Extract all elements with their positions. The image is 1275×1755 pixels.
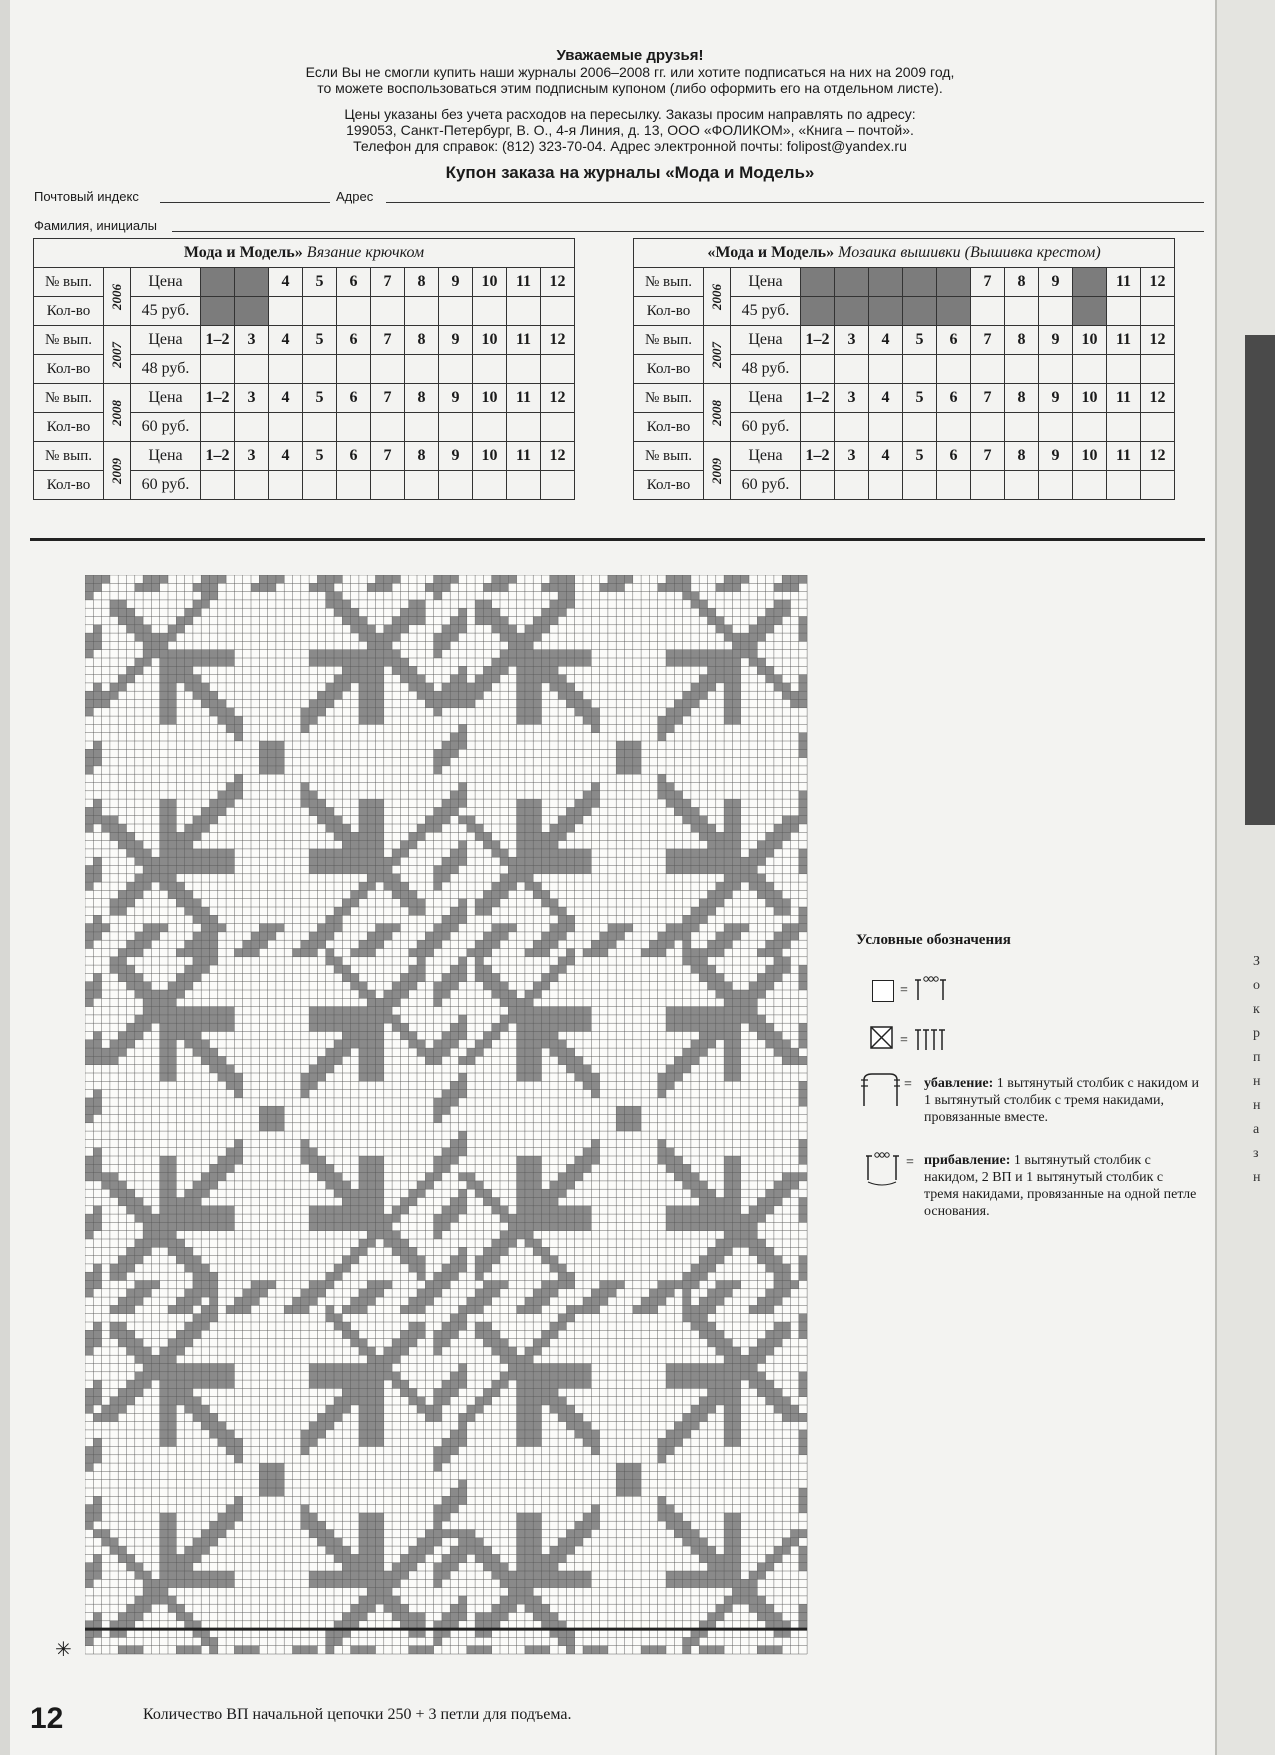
quantity-input-cell[interactable] [1005,355,1039,384]
issue-number: 11 [507,326,541,355]
quantity-row-label: Кол-во [34,471,104,500]
svg-text:=: = [900,1033,908,1048]
issue-row-label: № вып. [34,268,104,297]
notice-heading: Уважаемые друзья! [556,47,704,64]
issue-number: 4 [869,326,903,355]
issue-number: 5 [303,384,337,413]
quantity-input-cell[interactable] [201,413,235,442]
quantity-input-cell[interactable] [1141,297,1175,326]
issue-number: 12 [1141,442,1175,471]
quantity-input-cell[interactable] [1073,413,1107,442]
year-label [104,384,131,442]
increase-description [924,1152,1199,1220]
quantity-row-label: Кол-во [634,355,704,384]
year-text: 2006 [109,283,124,310]
issue-number: 8 [405,384,439,413]
issue-number: 6 [337,384,371,413]
issue-number: 7 [971,326,1005,355]
quantity-input-cell[interactable] [405,471,439,500]
name-label: Фамилия, инициалы [34,218,157,233]
issue-number: 1–2 [201,442,235,471]
issue-number: 1–2 [801,442,835,471]
issue-number: 3 [235,442,269,471]
decrease-symbol-icon [860,1072,920,1108]
quantity-input-cell[interactable] [405,413,439,442]
quantity-input-cell[interactable] [201,471,235,500]
quantity-input-cell[interactable] [1005,471,1039,500]
unavailable-cell [801,297,835,326]
quantity-input-cell[interactable] [971,413,1005,442]
issue-number: 7 [971,442,1005,471]
quantity-input-cell[interactable] [405,355,439,384]
filled-mesh-symbol [870,1026,894,1050]
price-value: 45 руб. [731,297,801,326]
quantity-input-cell[interactable] [869,471,903,500]
table-heading [34,239,575,268]
issue-number: 7 [371,326,405,355]
issue-number: 6 [937,326,971,355]
unavailable-cell [235,268,269,297]
issue-number: 5 [903,442,937,471]
quantity-input-cell[interactable] [269,471,303,500]
issue-number: 5 [303,268,337,297]
unavailable-cell [937,268,971,297]
decrease-description [924,1075,1199,1126]
issue-number: 8 [1005,326,1039,355]
year-label [704,384,731,442]
quantity-input-cell[interactable] [439,413,473,442]
issue-number: 9 [439,384,473,413]
issue-number: 11 [1107,384,1141,413]
quantity-input-cell[interactable] [1005,413,1039,442]
quantity-input-cell[interactable] [1039,355,1073,384]
adjacent-page-edge [1215,0,1275,1755]
issue-number: 10 [473,268,507,297]
issue-number: 6 [937,442,971,471]
quantity-input-cell[interactable] [303,297,337,326]
quantity-input-cell[interactable] [303,413,337,442]
quantity-input-cell[interactable] [971,355,1005,384]
quantity-input-cell[interactable] [235,471,269,500]
issue-number: 10 [1073,442,1107,471]
quantity-input-cell[interactable] [507,413,541,442]
issue-number: 4 [269,442,303,471]
quantity-row-label: Кол-во [34,413,104,442]
issue-number: 1–2 [801,384,835,413]
quantity-input-cell[interactable] [937,355,971,384]
issue-number: 8 [405,442,439,471]
notice-line: Телефон для справок: (812) 323-70-04. Адрес электронной почты: folipost@yandex.ru [353,138,907,154]
price-label: Цена [731,326,801,355]
svg-text:=: = [904,1077,912,1092]
quantity-input-cell[interactable] [371,297,405,326]
issue-number: 4 [269,384,303,413]
price-label: Цена [731,384,801,413]
issue-number: 7 [371,442,405,471]
unavailable-cell [903,268,937,297]
issue-number: 9 [1039,384,1073,413]
quantity-input-cell[interactable] [235,355,269,384]
start-star-icon: ✳ [55,1639,72,1661]
coupon-title: Купон заказа на журналы «Мода и Модель» [445,163,815,182]
issue-number: 11 [507,268,541,297]
year-text: 2008 [109,399,124,426]
price-value: 60 руб. [131,413,201,442]
price-value: 45 руб. [131,297,201,326]
issue-number: 7 [371,268,405,297]
quantity-input-cell[interactable] [1039,413,1073,442]
quantity-input-cell[interactable] [439,297,473,326]
quantity-row-label: Кол-во [634,413,704,442]
issue-number: 4 [269,326,303,355]
price-value: 60 руб. [131,471,201,500]
quantity-input-cell[interactable] [507,355,541,384]
issue-number: 5 [303,326,337,355]
quantity-input-cell[interactable] [971,471,1005,500]
postal-index-field[interactable] [160,202,330,203]
section-divider [30,538,1205,541]
issue-number: 6 [337,326,371,355]
quantity-input-cell[interactable] [835,471,869,500]
quantity-input-cell[interactable] [869,413,903,442]
quantity-input-cell[interactable] [835,413,869,442]
svg-text:=: = [906,1155,914,1170]
unavailable-cell [801,268,835,297]
quantity-input-cell[interactable] [337,355,371,384]
svg-text:=: = [900,983,908,998]
issue-number: 5 [303,442,337,471]
quantity-input-cell[interactable] [541,355,575,384]
issue-number: 11 [1107,268,1141,297]
quantity-input-cell[interactable] [1005,297,1039,326]
quantity-input-cell[interactable] [405,297,439,326]
filled-mesh-stitch-icon [898,1024,958,1054]
address-field[interactable] [386,202,1204,203]
issue-number: 3 [835,384,869,413]
open-mesh-stitch-icon [898,974,958,1004]
issue-number: 3 [235,326,269,355]
unavailable-cell [201,268,235,297]
quantity-input-cell[interactable] [801,355,835,384]
issue-row-label: № вып. [34,384,104,413]
issue-number: 5 [903,384,937,413]
issue-number: 9 [1039,442,1073,471]
postal-index-label: Почтовый индекс [34,189,139,204]
issue-number: 6 [937,384,971,413]
quantity-input-cell[interactable] [269,413,303,442]
increase-text: 1 вытянутый столбик с накидом, 2 ВП и 1 вытянутый столбик с тремя накидами, провязанные на одной петле основания. [924,1153,1197,1219]
price-label: Цена [131,268,201,297]
year-label [704,268,731,326]
issue-row-label: № вып. [634,442,704,471]
address-label: Адрес [336,189,374,204]
quantity-input-cell[interactable] [1107,413,1141,442]
issue-number: 1–2 [201,326,235,355]
quantity-input-cell[interactable] [473,297,507,326]
issue-number: 7 [971,384,1005,413]
year-label [704,442,731,500]
issue-number: 9 [1039,268,1073,297]
unavailable-cell [1073,297,1107,326]
notice-line: Если Вы не смогли купить наши журналы 2006–2008 гг. или хотите подписаться на них на 2009 год, [305,64,955,80]
issue-number: 10 [473,442,507,471]
quantity-input-cell[interactable] [337,297,371,326]
quantity-input-cell[interactable] [371,413,405,442]
issue-row-label: № вып. [34,326,104,355]
issue-number: 12 [541,326,575,355]
issue-number: 12 [1141,268,1175,297]
increase-term: прибавление: [924,1153,1011,1168]
issue-number: 12 [541,268,575,297]
quantity-input-cell[interactable] [541,413,575,442]
issue-number: 7 [371,384,405,413]
issue-number: 9 [439,268,473,297]
quantity-input-cell[interactable] [903,471,937,500]
issue-row-label: № вып. [634,268,704,297]
quantity-input-cell[interactable] [507,297,541,326]
unavailable-cell [937,297,971,326]
quantity-input-cell[interactable] [371,355,405,384]
issue-number: 12 [541,384,575,413]
year-label [104,326,131,384]
quantity-input-cell[interactable] [1141,471,1175,500]
quantity-input-cell[interactable] [337,413,371,442]
unavailable-cell [835,268,869,297]
year-text: 2007 [109,341,124,368]
chain-count-note: Количество ВП начальной цепочки 250 + 3 петли для подъема. [143,1706,572,1723]
page-gutter [0,0,10,1755]
subscription-notice [90,48,1170,154]
quantity-input-cell[interactable] [971,297,1005,326]
price-value: 48 руб. [131,355,201,384]
quantity-input-cell[interactable] [937,471,971,500]
notice-line: то можете воспользоваться этим подписным купоном (либо оформить его на отдельном листе). [317,80,943,96]
quantity-input-cell[interactable] [303,355,337,384]
issue-number: 3 [835,326,869,355]
quantity-input-cell[interactable] [1073,471,1107,500]
open-mesh-symbol [872,980,894,1002]
issue-number: 9 [1039,326,1073,355]
notice-line: 199053, Санкт-Петербург, В. О., 4-я Линия, д. 13, ООО «ФОЛИКОМ», «Книга – почтой». [346,122,914,138]
quantity-input-cell[interactable] [835,355,869,384]
price-label: Цена [731,442,801,471]
quantity-input-cell[interactable] [1141,413,1175,442]
issue-number: 3 [235,384,269,413]
unavailable-cell [1073,268,1107,297]
issue-number: 8 [405,326,439,355]
issue-number: 11 [507,442,541,471]
price-value: 60 руб. [731,413,801,442]
issue-number: 10 [1073,326,1107,355]
issue-number: 8 [1005,384,1039,413]
quantity-input-cell[interactable] [269,297,303,326]
unavailable-cell [201,297,235,326]
issue-row-label: № вып. [634,326,704,355]
crochet-order-table [33,238,575,500]
quantity-input-cell[interactable] [235,413,269,442]
year-label [104,268,131,326]
quantity-input-cell[interactable] [541,297,575,326]
quantity-input-cell[interactable] [1107,471,1141,500]
magazine-subtitle: Вязание крючком [302,244,425,261]
issue-number: 12 [1141,326,1175,355]
issue-number: 5 [903,326,937,355]
adjacent-page-photo [1245,335,1275,825]
issue-row-label: № вып. [34,442,104,471]
quantity-input-cell[interactable] [541,471,575,500]
quantity-input-cell[interactable] [303,471,337,500]
quantity-input-cell[interactable] [1039,297,1073,326]
decrease-text: 1 вытянутый столбик с накидом и 1 вытянутый столбик с тремя накидами, провязанные вместе. [924,1076,1199,1125]
adjacent-page-text: З о к р п н н а з н [1253,954,1261,1185]
table-heading [634,239,1175,268]
year-text: 2007 [709,341,724,368]
quantity-input-cell[interactable] [1039,471,1073,500]
quantity-input-cell[interactable] [337,471,371,500]
year-text: 2009 [109,457,124,484]
magazine-title: Мода и Модель» [183,244,303,261]
quantity-input-cell[interactable] [801,413,835,442]
year-text: 2006 [709,283,724,310]
unavailable-cell [903,297,937,326]
quantity-row-label: Кол-во [634,297,704,326]
quantity-input-cell[interactable] [1141,355,1175,384]
unavailable-cell [869,297,903,326]
year-label [104,442,131,500]
legend-title: Условные обозначения [856,932,1011,948]
quantity-input-cell[interactable] [507,471,541,500]
quantity-row-label: Кол-во [634,471,704,500]
price-label: Цена [131,384,201,413]
year-text: 2009 [709,457,724,484]
issue-number: 11 [507,384,541,413]
magazine-subtitle: Мозаика вышивки (Вышивка крестом) [834,244,1101,261]
embroidery-order-table [633,238,1175,500]
issue-number: 10 [1073,384,1107,413]
issue-number: 8 [405,268,439,297]
issue-row-label: № вып. [634,384,704,413]
issue-number: 12 [541,442,575,471]
issue-number: 9 [439,442,473,471]
quantity-input-cell[interactable] [269,355,303,384]
quantity-input-cell[interactable] [1073,355,1107,384]
issue-number: 1–2 [201,384,235,413]
issue-number: 4 [869,384,903,413]
issue-number: 8 [1005,268,1039,297]
notice-line: Цены указаны без учета расходов на пересылку. Заказы просим направлять по адресу: [344,106,916,122]
issue-number: 12 [1141,384,1175,413]
quantity-row-label: Кол-во [34,355,104,384]
issue-number: 1–2 [801,326,835,355]
quantity-input-cell[interactable] [903,355,937,384]
unavailable-cell [235,297,269,326]
quantity-input-cell[interactable] [439,355,473,384]
issue-number: 6 [337,268,371,297]
name-field[interactable] [172,231,1204,232]
quantity-input-cell[interactable] [903,413,937,442]
quantity-input-cell[interactable] [371,471,405,500]
quantity-input-cell[interactable] [1107,297,1141,326]
quantity-input-cell[interactable] [801,471,835,500]
issue-number: 7 [971,268,1005,297]
magazine-title: «Мода и Модель» [707,244,835,261]
price-label: Цена [131,326,201,355]
quantity-row-label: Кол-во [34,297,104,326]
issue-number: 8 [1005,442,1039,471]
quantity-input-cell[interactable] [473,413,507,442]
issue-number: 3 [835,442,869,471]
unavailable-cell [869,268,903,297]
issue-number: 6 [337,442,371,471]
page-number: 12 [30,1702,64,1735]
quantity-input-cell[interactable] [439,471,473,500]
year-text: 2008 [709,399,724,426]
quantity-input-cell[interactable] [473,471,507,500]
quantity-input-cell[interactable] [937,413,971,442]
price-value: 48 руб. [731,355,801,384]
price-label: Цена [131,442,201,471]
price-value: 60 руб. [731,471,801,500]
issue-number: 11 [1107,326,1141,355]
unavailable-cell [835,297,869,326]
filet-crochet-chart [85,575,815,1660]
issue-number: 4 [269,268,303,297]
quantity-input-cell[interactable] [869,355,903,384]
year-label [704,326,731,384]
quantity-input-cell[interactable] [201,355,235,384]
issue-number: 11 [1107,442,1141,471]
increase-symbol-icon [864,1150,924,1186]
decrease-term: убавление: [924,1076,994,1091]
issue-number: 9 [439,326,473,355]
quantity-input-cell[interactable] [473,355,507,384]
quantity-input-cell[interactable] [1107,355,1141,384]
price-label: Цена [731,268,801,297]
issue-number: 4 [869,442,903,471]
issue-number: 10 [473,384,507,413]
issue-number: 10 [473,326,507,355]
